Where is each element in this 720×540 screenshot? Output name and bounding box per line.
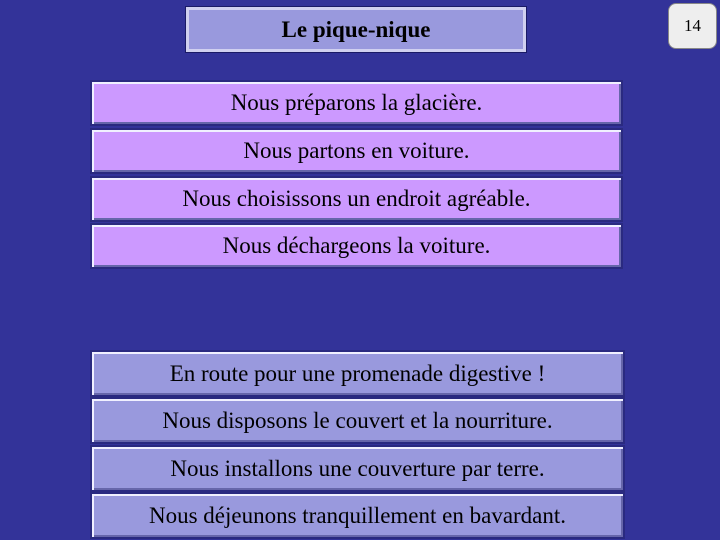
page-number-badge: 14 <box>668 3 717 49</box>
top-card-2[interactable]: Nous partons en voiture. <box>90 128 623 174</box>
top-card-1[interactable]: Nous préparons la glacière. <box>90 80 623 126</box>
page-title: Le pique-nique <box>186 7 526 52</box>
top-card-3[interactable]: Nous choisissons un endroit agréable. <box>90 176 623 222</box>
bottom-card-3[interactable]: Nous installons une couverture par terre. <box>90 445 625 492</box>
bottom-card-4[interactable]: Nous déjeunons tranquillement en bavardant. <box>90 492 625 539</box>
top-card-4[interactable]: Nous déchargeons la voiture. <box>90 223 623 269</box>
bottom-card-2[interactable]: Nous disposons le couvert et la nourriture. <box>90 397 625 444</box>
bottom-card-1[interactable]: En route pour une promenade digestive ! <box>90 350 625 397</box>
